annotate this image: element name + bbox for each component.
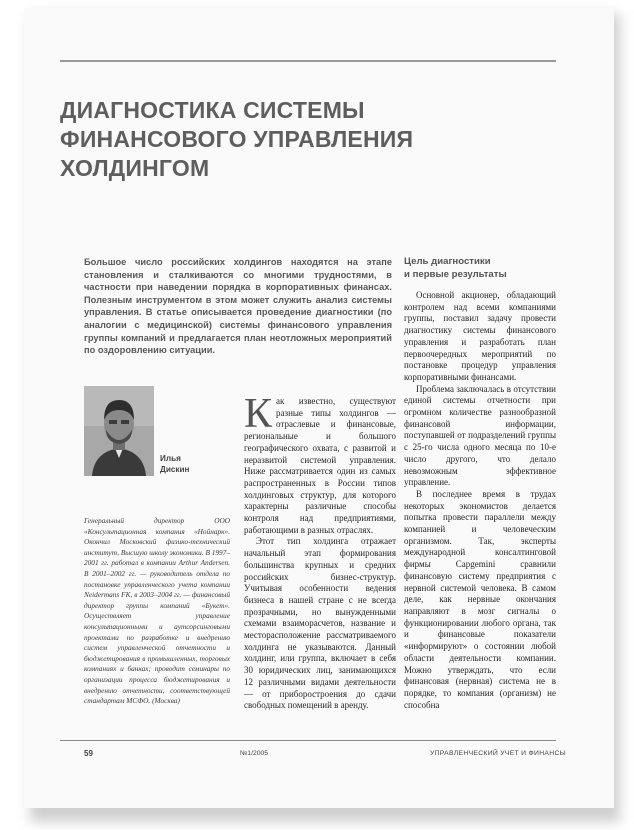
right-column [404, 290, 556, 711]
article-lead: Большое число российских холдингов находятся на этапе становления и сталкиваются со многими трудностями, в частности при наведении порядка в корпоративных финансах. Полезным инструментом в этом может служить анализ системы управления. В статье описывается проведение диагностики (по аналогии с медицинской) системы финансового управления группы компаний и предлагается план неотложных мероприятий по оздоровлению ситуации. [84, 257, 392, 356]
article-title [60, 96, 550, 183]
section-title-line: Цель диагностики [404, 256, 491, 267]
section-title [404, 256, 564, 281]
title-line: ФИНАНСОВОГО УПРАВЛЕНИЯ [60, 126, 414, 152]
page-number: 59 [84, 749, 93, 758]
paragraph: Основной акционер, обладающий контролем над всеми компаниями группы, поставил задачу провести диагностику системы финансового управления и разработать план первоочередных мероприятий по постановке процедур управления корпоративными финансами. [404, 290, 556, 382]
issue-number: №1/2005 [240, 750, 269, 757]
author-name-line: Дискин [160, 464, 190, 474]
paragraph [244, 391, 396, 536]
paragraph: В последнее время в трудах некоторых экономистов делается попытка провести параллели между компанией и человеческим организмом. Так, эксперты международной консалтинговой фирмы Capgemini сравнили финансовую систему предприятия с нервной системой человека. В самом деле, как нервные окончания направляют в мозг сигналы о функционировании любого органа, так и финансовые показатели «информируют» о состоянии любой области деятельности компании. Можно утверждать, что если финансовая (нервная) система не в порядке, то компания (организм) не способна [404, 488, 556, 710]
middle-column [244, 391, 396, 712]
bottom-rule [60, 740, 556, 741]
author-name [160, 454, 230, 475]
title-line: ДИАГНОСТИКА СИСТЕМЫ [60, 97, 365, 123]
section-title-line: и первые результаты [404, 268, 507, 280]
top-rule [60, 60, 556, 62]
drop-cap: К [244, 391, 273, 437]
paragraph: Этот тип холдинга отражает начальный этап формирования большинства крупных и средних российских бизнес-структур. Учитывая особенности ведения бизнеса в нашей стране с не всегда прозрачными, но вынужденными схемами взаиморасчетов, название и месторасположение рассматриваемого холдинга не указываются. Данный холдинг, или группа, включает в себя 30 юридических лиц, занимающихся 12 различными видами деятельности — от приборостроения до сдачи свободных помещений в аренду. [244, 536, 396, 711]
paragraph-text: ак известно, существуют разные типы холдингов — отраслевые и финансовые, региональные и большого географического охвата, с развитой и неразвитой системой управления. Ниже рассматривается один из самых распространенных в России типов холдинговых структур, для которого характерны различные способы контроля над предприятиями, работающими в разных отраслях. [244, 396, 396, 535]
title-line: ХОЛДИНГОМ [60, 155, 210, 181]
author-name-line: Илья [160, 454, 181, 463]
author-bio: Генеральный директор ООО «Консультационная компания «Нойнарк». Окончил Московский физико-технический институт, Высшую школу экономики. В 1997–2001 гг. работал в компании Arthur Andersen. В 2001–2002 гг. — руководитель отдела по постановке управленческого учета компании Neidermans FK, в 2003–2004 гг. — финансовый директор группы компаний «Букет». Осуществляет управление консультационными и аутсорсинговыми проектами по разработке и внедрению систем управленческой отчетности и бюджетирования в промышленных, торговых компаниях и банках; проводит семинары по организации процесса бюджетирования и внедрению отчетности, соответствующей стандартам МСФО. (Москва) [84, 516, 230, 706]
journal-name: УПРАВЛЕНЧЕСКИЙ УЧЕТ И ФИНАНСЫ [430, 750, 566, 757]
author-photo [84, 386, 154, 476]
paragraph: Проблема заключалась в отсутствии единой системы отчетности при огромном количестве разнообразной финансовой информации, поступавшей от подразделений группы с 25-го числа одного месяца по 10-е число другого, что делало невозможным эффективное управление. [404, 383, 556, 488]
